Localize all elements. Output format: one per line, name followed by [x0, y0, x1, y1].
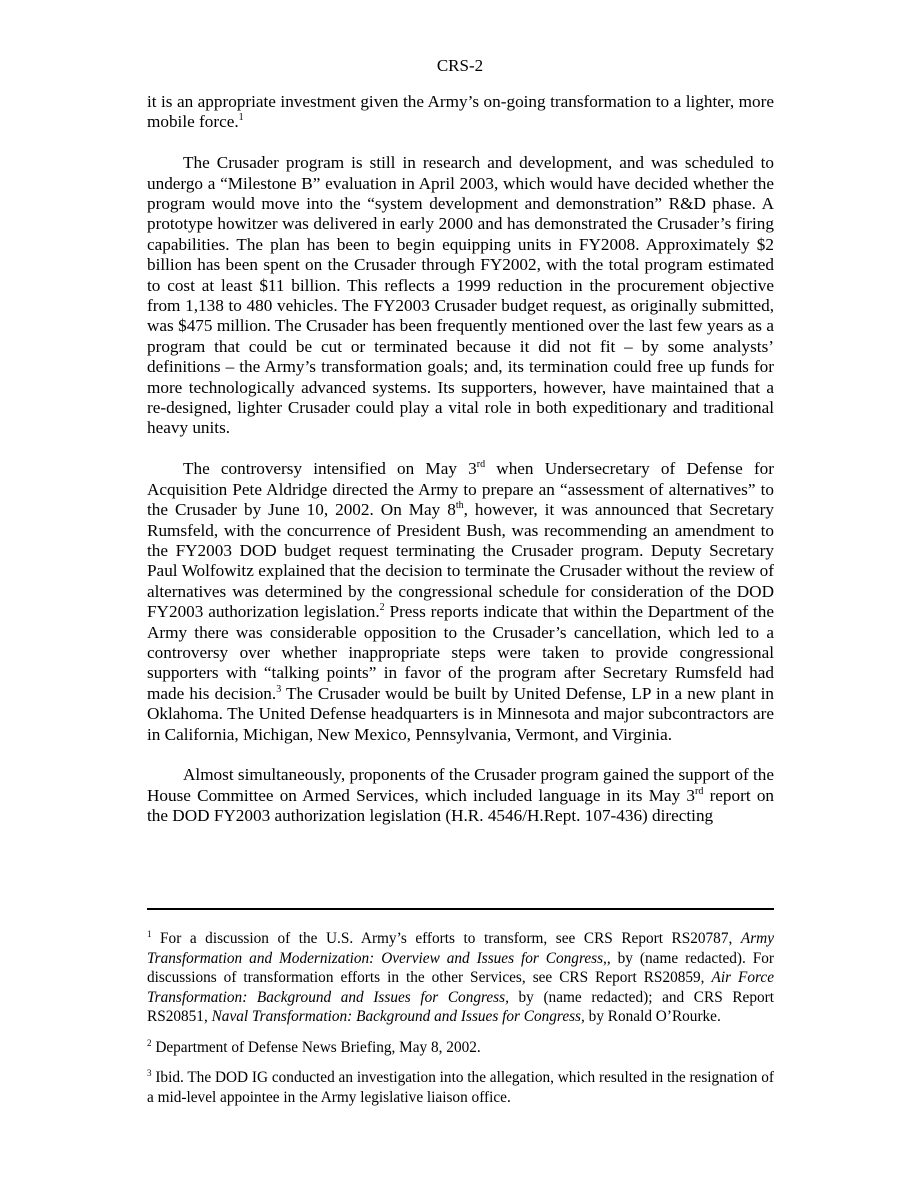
report-title: Naval Transformation: Background and Issues for Congress,: [211, 1008, 585, 1025]
page-header: [0, 55, 920, 77]
footnote-ref-3[interactable]: 3: [276, 683, 282, 695]
paragraph-text-segment: Almost simultaneously, proponents of the Crusader program gained the support of the House Committee on Armed Services, which included language in its May 3: [147, 765, 774, 805]
footnotes: [147, 929, 774, 1118]
page-label: CRS-2: [436, 56, 484, 75]
paragraph-crusader-program: [147, 153, 774, 439]
paragraph-simultaneous-support: [147, 765, 774, 826]
paragraph-controversy: [147, 459, 774, 745]
footnote-number: 3: [147, 1068, 152, 1078]
footnote-text: For a discussion of the U.S. Army’s efforts to transform, see CRS Report RS20787,: [151, 930, 741, 947]
ordinal-suffix: th: [455, 500, 464, 512]
paragraph-text-segment: The Crusader would be built by United Defense, LP in a new plant in Oklahoma. The United Defense headquarters is in Minnesota and major subcontractors are in California, Michigan, New Mexico, Pennsylvania, Vermont, and Virginia.: [147, 683, 774, 744]
paragraph-text-segment: report on the DOD FY2003 authorization legislation (H.R. 4546/H.Rept. 107-436) directing: [147, 785, 775, 826]
footnote-3: [147, 1068, 774, 1107]
footnote-2: [147, 1038, 774, 1058]
ordinal-suffix: rd: [476, 459, 486, 471]
footnote-number: 2: [147, 1037, 152, 1048]
paragraph-text-segment: when Undersecretary of Defense for Acquisition Pete Aldridge directed the Army to prepare an “assessment of alternatives” to the Crusader by June 10, 2002. On May 8: [147, 459, 774, 520]
paragraph-text: The Crusader program is still in research and development, and was scheduled to undergo a “Milestone B” evaluation in April 2003, which would have decided whether the program would move into the “system development and demonstration” R&D phase. A prototype howitzer was delivered in early 2000 and has demonstrated the Crusader’s firing capabilities. The plan has been to begin equipping units in FY2008. Approximately $2 billion has been spent on the Crusader through FY2002, with the total program estimated to cost at least $11 billion. This reflects a 1999 reduction in the procurement objective from 1,138 to 480 vehicles. The FY2003 Crusader budget request, as originally submitted, was $475 million. The Crusader has been frequently mentioned over the last few years as a program that could be cut or terminated because it did not fit – by some analysts’ definitions – the Army’s transformation goals; and, its termination could free up funds for more technologically advanced systems. Its supporters, however, have maintained that a re-designed, lighter Crusader could play a vital role in both expeditionary and traditional heavy units.: [147, 153, 774, 438]
paragraph-text: it is an appropriate investment given the Army’s on-going transformation to a lighter, more mobile force.: [147, 92, 774, 132]
paragraph-continuation: [147, 92, 774, 133]
footnote-text: by Ronald O’Rourke.: [584, 1008, 721, 1025]
ordinal-suffix: rd: [695, 785, 704, 797]
footnote-ref-1[interactable]: 1: [238, 112, 244, 124]
report-title: Army Transformation and Modernization: Overview and Issues for Congress,: [147, 930, 774, 967]
paragraph-text-segment: Press reports indicate that within the Department of the Army there was considerable opposition to the Crusader’s cancellation, which led to a controversy over whether inappropriate steps were taken to provide congressional supporters with “talking points” in favor of the program after Secretary Rumsfeld had made his decision.: [147, 602, 774, 703]
footnote-text: , by (name redacted). For discussions of transformation efforts in the other Services, see CRS Report RS20859,: [147, 949, 775, 986]
footnote-divider: [147, 908, 774, 910]
footnote-text: Ibid. The DOD IG conducted an investigation into the allegation, which resulted in the resignation of a mid-level appointee in the Army legislative liaison office.: [147, 1069, 774, 1106]
footnote-ref-2[interactable]: 2: [379, 602, 385, 614]
paragraph-text-segment: , however, it was announced that Secretary Rumsfeld, with the concurrence of President Bush, was recommending an amendment to the FY2003 DOD budget request terminating the Crusader program. Deputy Secretary Paul Wolfowitz explained that the decision to terminate the Crusader without the review of alternatives was determined by the congressional schedule for consideration of the DOD FY2003 authorization legislation.: [147, 500, 774, 622]
footnote-text: Department of Defense News Briefing, May 8, 2002.: [151, 1038, 481, 1056]
report-title: Air Force Transformation: Background and Issues for Congress,: [147, 969, 774, 1006]
footnote-1: [147, 929, 774, 1027]
footnote-number: 1: [147, 929, 152, 939]
paragraph-text-segment: The controversy intensified on May 3: [183, 459, 477, 479]
body-text: [147, 92, 774, 847]
footnote-text: by (name redacted); and CRS Report RS20851,: [147, 988, 774, 1025]
